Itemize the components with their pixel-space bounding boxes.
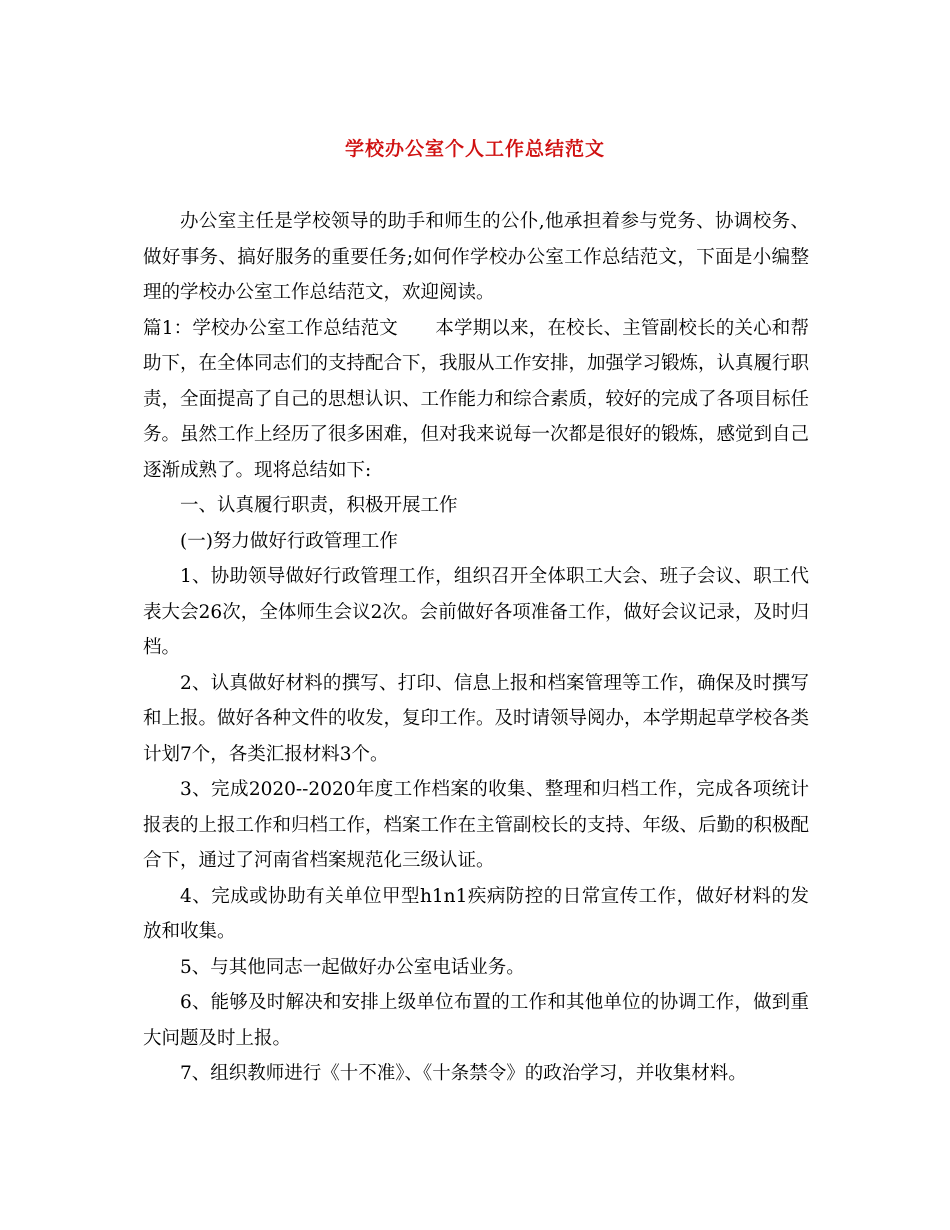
item-6-paragraph: 6、能够及时解决和安排上级单位布置的工作和其他单位的协调工作，做到重大问题及时上报。 bbox=[143, 992, 809, 1049]
intro-paragraph: 办公室主任是学校领导的助手和师生的公仆,他承担着参与党务、协调校务、做好事务、搞好服务的重要任务;如何作学校办公室工作总结范文，下面是小编整理的学校办公室工作总结范文，欢迎阅读。 bbox=[143, 211, 809, 303]
section-1-paragraph: 篇1：学校办公室工作总结范文 本学期以来，在校长、主管副校长的关心和帮助下，在全体同志们的支持配合下，我服从工作安排，加强学习锻炼，认真履行职责，全面提高了自己的思想认识、工作能力和综合素质，较好的完成了各项目标任务。虽然工作上经历了很多困难，但对我来说每一次都是很好的锻炼，感觉到自己逐渐成熟了。现将总结如下: bbox=[143, 317, 810, 481]
item-3-paragraph: 3、完成2020--2020年度工作档案的收集、整理和归档工作，完成各项统计报表的上报工作和归档工作，档案工作在主管副校长的支持、年级、后勤的积极配合下，通过了河南省档案规范化三级认证。 bbox=[143, 779, 810, 871]
subheading-1: (一)努力做好行政管理工作 bbox=[180, 530, 398, 552]
document-title: 学校办公室个人工作总结范文 bbox=[344, 138, 605, 160]
heading-1: 一、认真履行职责，积极开展工作 bbox=[180, 495, 458, 516]
document-body bbox=[143, 204, 809, 1092]
item-2-paragraph: 2、认真做好材料的撰写、打印、信息上报和档案管理等工作，确保及时撰写和上报。做好各种文件的收发，复印工作。及时请领导阅办，本学期起草学校各类计划7个，各类汇报材料3个。 bbox=[143, 672, 810, 765]
item-5-paragraph: 5、与其他同志一起做好办公室电话业务。 bbox=[180, 956, 525, 978]
item-7-paragraph: 7、组织教师进行《十不准》、《十条禁令》的政治学习，并收集材料。 bbox=[180, 1063, 747, 1084]
item-1-paragraph: 1、协助领导做好行政管理工作，组织召开全体职工大会、班子会议、职工代表大会26次，全体师生会议2次。会前做好各项准备工作，做好会议记录，及时归档。 bbox=[143, 566, 809, 658]
item-4-paragraph: 4、完成或协助有关单位甲型h1n1疾病防控的日常宣传工作，做好材料的发放和收集。 bbox=[143, 885, 809, 942]
